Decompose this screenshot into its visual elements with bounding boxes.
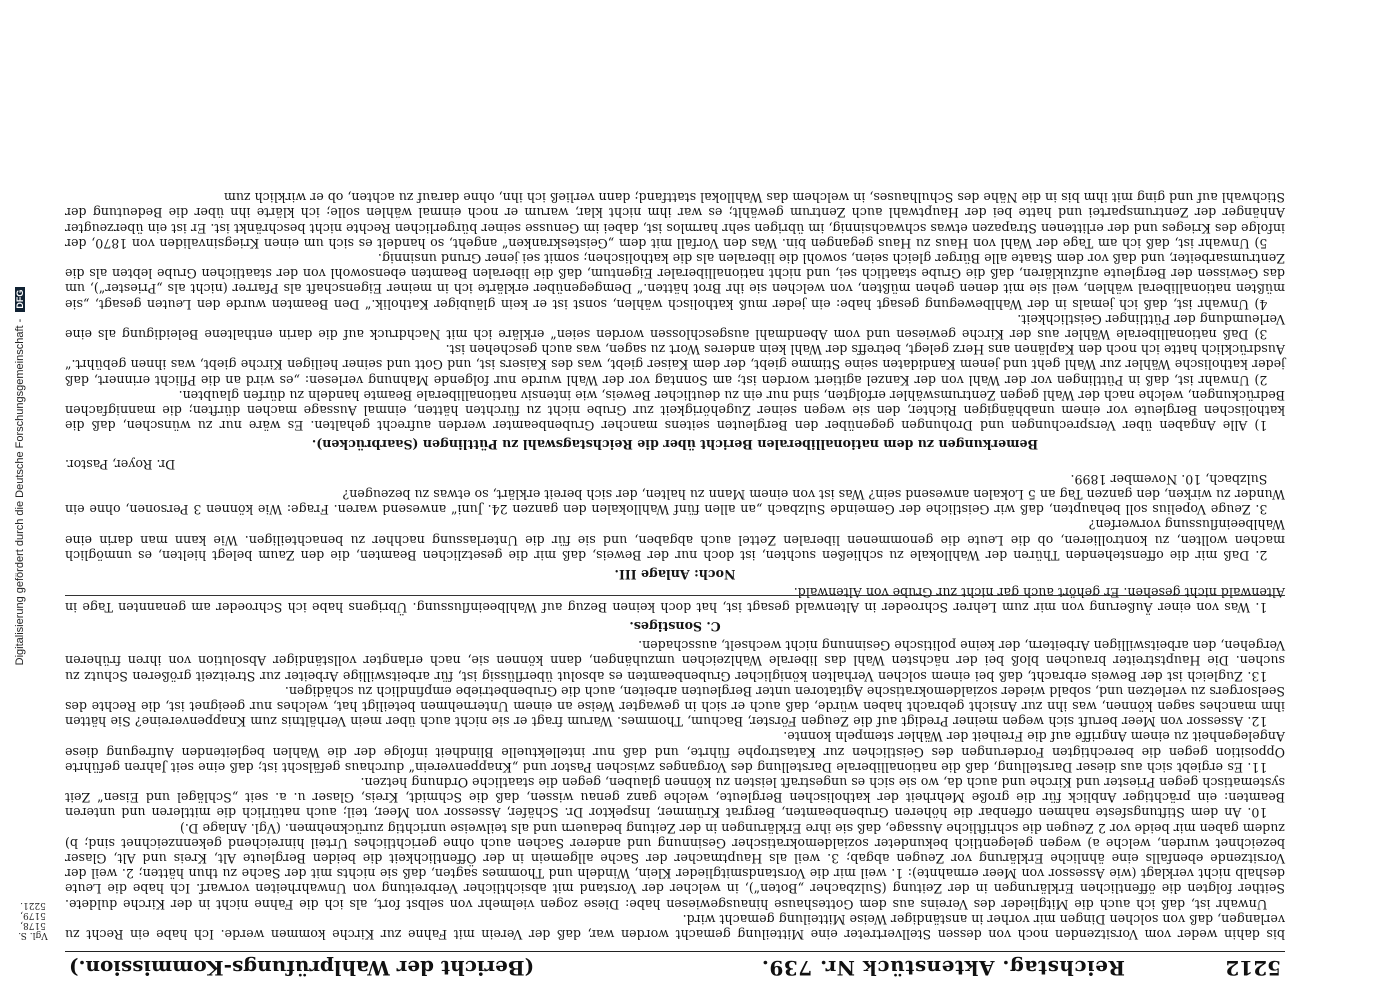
header-subtitle: (Bericht der Wahlprüfungs-Kommission.) <box>69 956 535 980</box>
footer-text: Digitalisierung gefördert durch die Deutsche Forschungsgemeinschaft - <box>14 318 26 666</box>
paragraph: 11. Es ergiebt sich aus dieser Darstellung, daß die nationalliberale Darstellung des Vorganges zwischen Pastor und „Knappenverein“ durchaus gefälscht ist; daß eine seit Jahren geführte Opposition gegen die berechtigten Forderungen des Geistlichen zur Katastrophe führte, und daß nur intellektuelle Blindheit infolge der die Wahlen begleitenden Aufregung diese Angelegenheit zu einem Angriffe auf die Freiheit der Wähler stempeln konnte. <box>65 729 1285 775</box>
annex-heading: Noch: Anlage III. <box>614 567 736 582</box>
paragraph: 2) Unwahr ist, daß in Püttlingen vor der Wahl von der Kanzel agitiert worden ist; am Sonntag vor der Wahl wurde nur folgende Mahnung verlesen: „es wird an die Pflicht erinnert, daß jeder katholische Wähler zur Wahl geht und jenem Kandidaten seine Stimme giebt, der dem Kaiser giebt, was des Kaisers ist, und Gott und seiner heiligen Kirche giebt, was ihnen gebührt.“ Ausdrücklich hatte ich noch den Kaplänen ans Herz gelegt, betreffs der Wahl kein anderes Wort zu sagen, was auch geschehen ist. <box>65 342 1285 388</box>
section-heading: C. Sonstiges. <box>629 618 721 634</box>
paragraph: 13. Zugleich ist der Beweis erbracht, daß bei einem solchen Verhalten königlicher Grubenbeamten es absolut überflüssig ist, für arbeitswillige Arbeiter zur Streitzeit größeren Schutz zu suchen. Die Hauptstreiter brauchen bloß bei der nächsten Wahl das liberale Wahlzeichen umzuhängen, dann können sie, nach erlangter vollständiger Absolution von ihren früheren Vergehen, den arbeitswilligen Arbeitern, der keine politische Gesinnung nicht wechselt, ausschaden. <box>65 638 1285 684</box>
margin-note: Vgl. S. 5178, 5179, 5221. <box>18 900 48 940</box>
paragraph: bis dahin weder vom Vorsitzenden noch von dessen Stellvertreter eine Mitteilung gemacht worden war, daß der Verein mit Fahne zur Kirche kommen werde. Ich habe ein Recht zu verlangen, daß von solchen Dingen mir vorher in anständiger Weise Mitteilung gemacht wird. <box>65 911 1285 942</box>
signature-name: Dr. Royer, Pastor. <box>65 456 176 472</box>
paragraph: Unwahr ist, daß ich auch die Mitglieder des Vereins aus dem Gotteshause hinausgewiesen habe: Diese zogen vielmehr von selbst fort, als ich die Fahne nicht in der Kirche duldete. Seither folgten die öffentlichen Erklärungen in der Zeitung (Sulzbacher „Boten“), in welcher der Vorstand mit absichtlicher Verbreitung von Unwahrheiten vorwarf. Ich habe die Leute deshalb nicht verklagt (wie Assessor von Meer ermahnte): 1. weil mir die Vorstandsmitglieder Klein, Windeln und Thommes sagten, daß sie nichts mit der Sache zu thun hätten; 2. weil der Vorsitzende ebenfalls eine ähnliche Erklärung vor Zeugen abgab; 3. weil als Hauptmacher der Sache allgemein in der Öffentlichkeit die beiden Bergleute Alt, Kreis und Alt, Glaser bezeichnet wurden, welche a) wegen gelegentlich bekundeter sozialdemokratischer Gesinnung und anderer Sachen auch ohne gerichtliches Urteil hinreichend gekennzeichnet sind; b) zudem gaben mir beide vor 2 Zeugen die schriftliche Aussage, daß sie ihre Erklärungen in der Zeitung bedauern und als teilweise unrichtig zurücknehmen. (Vgl. Anlage D.) <box>65 820 1285 912</box>
paragraph: 4) Unwahr ist, daß ich jemals in der Wahlbewegung gesagt habe: ein jeder muß katholisch wählen, sonst ist er kein gläubiger Katholik.“ Den Beamten wurde den Leuten gesagt, „sie müßten nationalliberal wählen, weil sie mit denen gehen müßten, von welchen sie ihr Brot hätten.“ Demgegenüber erklärte ich in meiner Eigenschaft als Pfarrer (nicht als „Priester“), um das Gewissen der Bergleute aufzuklären, daß die Grube staatlich sei, und nicht nationalliberaler Eigentum, daß die liberalen Beamten ebensowohl von der staatlichen Grube lebten als die Zentrumsarbeiter, und daß vor dem Staate alle Bürger gleich seien, sowohl die liberalen als die katholischen; somit sei jener Grund unsinnig. <box>65 250 1285 312</box>
section-heading: Bemerkungen zu dem nationalliberalen Bericht über die Reichstagswahl zu Püttlingen (Saarbrücken). <box>311 437 1039 453</box>
left-column <box>65 584 1285 942</box>
dfg-logo: DFG <box>15 287 25 312</box>
paragraph: 1. Was von einer Äußerung von mir zum Lehrer Schroeder in Altenwald gesagt ist, hat doch keinen Bezug auf Wahlbeeinflussung. Übrigens habe ich Schroeder am genannten Tage in Altenwald nicht gesehen. Er gehört auch gar nicht zur Grube von Altenwald. <box>65 584 1285 615</box>
column-divider <box>65 595 1285 596</box>
paragraph: 3) Daß nationalliberale Wähler aus der Kirche gewiesen und vom Abendmahl ausgeschlossen worden seien“ erkläre ich mit Nachdruck auf die darin enthaltene Beleidigung als eine Verleumdung der Püttlinger Geistlichkeit. <box>65 311 1285 342</box>
paragraph: 10. An dem Stiftungsfeste nahmen offenbar die höheren Grubenbeamten, Bergrat Krümmer, Inspektor Dr. Schäfer, Assessor von Meer, teil; auch natürlich die mittleren und unteren Beamten: ein prächtiger Anblick für die große Mehrheit der katholischen Bergleute, welche ganz genau wissen, daß die Schmidt, Kreis, Glaser u. a. seit „Schlägel und Eisen“ Zeit systematisch gegen Priester und Kirche und auch da, wo sie sich es ungestraft leisten zu können glauben, gegen die staatliche Ordnung hetzen. <box>65 774 1285 821</box>
page-header <box>65 951 1285 982</box>
page-number: 5212 <box>1225 956 1281 980</box>
paragraph: 2. Daß mir die offenstehenden Thüren der Wahllokale zu schließen suchten, ist doch nur der Beweis, daß mir die gesetzlichen Beamten, die den Zaum belegt hielten, es unmöglich machen wollten, zu kontrollieren, ob die Leute die genommenen liberalen Zettel auch abgaben, und sie für die Unterlassung nachher zu benachteiligen. Wie kann man darin eine Wahlbeeinflussung vorwerfen? <box>65 517 1285 563</box>
signature-place: Sulzbach, 10. November 1899. <box>1070 471 1268 487</box>
paragraph: 12. Assessor von Meer beruft sich wegen meiner Predigt auf die Zeugen Förster, Bachum, Thommes. Warum fragt er sie nicht auch über mein Verhältnis zum Knappenvereine? Sie hätten ihm manches sagen können, was ihn zur Ansicht gebracht haben würde, daß auch er sich in gewagter Weise an einem Unternehmen beteiligt hat, welches nur geeignet ist, die Rechte des Seelsorgers zu verletzen und, sobald wieder sozialdemokratische Agitatoren unter Bergleuten arbeiten, auch die Grubenbetriebe empfindlich zu schädigen. <box>65 683 1285 730</box>
paragraph: 3. Zeuge Vopelius soll behaupten, daß wir Geistliche der Gemeinde Sulzbach „an allen fünf Wahllokalen den ganzen 24. Juni“ anwesend waren. Frage: Wie können 3 Personen, ohne ein Wunder zu wirken, den ganzen Tag an 5 Lokalen anwesend sein? Was ist von einem Mann zu halten, der sich bereit erklärt, so etwas zu bezeugen? <box>65 486 1285 518</box>
header-title: Reichstag. Aktenstück Nr. 739. <box>761 956 1125 980</box>
digitization-footer <box>14 16 26 936</box>
paragraph: 5) Unwahr ist, daß ich am Tage der Wahl von Haus zu Haus gegangen bin. Was den Vorfall mit dem „Geisteskranken“ angeht, so handelt es sich um einen Kriegsinvaliden von 1870, der infolge des Krieges und der erlittenen Strapazen etwas schwachsinnig, im übrigen sehr harmlos ist, dabei im Genusse seiner bürgerlichen Rechte nicht beschränkt ist. Er ist ein überzeugter Anhänger der Zentrumspartei und hatte bei der Hauptwahl auch Zentrum gewählt; es war ihm nicht klar, warum er noch einmal wählen solle; ich klärte ihn über die Bedeutung der Stichwahl auf und ging mit ihm bis in die Nähe des Schulhauses, in welchem das Wahllokal stattfand; dann verließ ich ihn, ohne darauf zu achten, ob er wirklich zum <box>65 190 1285 251</box>
right-column <box>65 178 1285 586</box>
paragraph: 1) Alle Angaben über Versprechungen und Drohungen gegenüber den Bergleuten seitens mancher Grubenbeamter werden aufrecht gehalten. Es wäre nur zu wünschen, daß die katholischen Bergleute vor einem unabhängigen Richter, den sie wegen seiner Zugehörigkeit zur Grube nicht zu fürchten hätten, einmal Aussage machen dürften; die mannigfachen Bedrückungen, welche nach der Wahl gegen Zentrumswähler erfolgten, sind nur ein zu deutlicher Beweis, wie intensiv nationalliberale Beamte handeln zu dürfen glaubten. <box>65 387 1285 434</box>
